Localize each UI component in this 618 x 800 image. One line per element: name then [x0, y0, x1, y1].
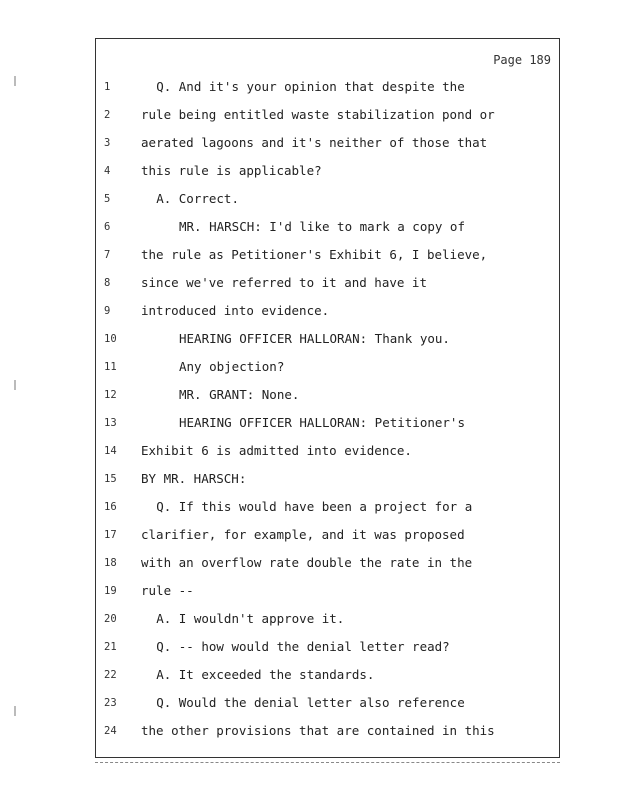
line-number: 22 — [104, 669, 117, 681]
line-number: 19 — [104, 585, 117, 597]
transcript-line — [96, 157, 559, 185]
transcript-line — [96, 465, 559, 493]
line-number: 23 — [104, 697, 117, 709]
line-text: Q. If this would have been a project for a — [156, 499, 473, 514]
transcript-line — [96, 549, 559, 577]
line-text: Exhibit 6 is admitted into evidence. — [141, 443, 412, 458]
transcript-line — [96, 213, 559, 241]
line-text: rule -- — [141, 583, 194, 598]
line-text: since we've referred to it and have it — [141, 275, 427, 290]
line-number: 15 — [104, 473, 117, 485]
line-number: 20 — [104, 613, 117, 625]
transcript-line — [96, 437, 559, 465]
transcript-line — [96, 185, 559, 213]
transcript-line — [96, 661, 559, 689]
line-text: HEARING OFFICER HALLORAN: Thank you. — [179, 331, 450, 346]
line-text: this rule is applicable? — [141, 163, 322, 178]
line-text: BY MR. HARSCH: — [141, 471, 247, 486]
transcript-line — [96, 269, 559, 297]
line-text: rule being entitled waste stabilization pond or — [141, 107, 495, 122]
transcript-line — [96, 689, 559, 717]
line-number: 3 — [104, 137, 111, 149]
line-number: 21 — [104, 641, 117, 653]
line-text: Q. And it's your opinion that despite the — [156, 79, 465, 94]
line-number: 18 — [104, 557, 117, 569]
bottom-rule — [95, 762, 560, 763]
transcript-line — [96, 353, 559, 381]
line-number: 14 — [104, 445, 117, 457]
transcript-line — [96, 129, 559, 157]
line-text: Q. Would the denial letter also reference — [156, 695, 465, 710]
line-number: 10 — [104, 333, 117, 345]
line-number: 9 — [104, 305, 111, 317]
line-text: the rule as Petitioner's Exhibit 6, I believe, — [141, 247, 488, 262]
line-number: 17 — [104, 529, 117, 541]
line-number: 12 — [104, 389, 117, 401]
transcript-line — [96, 241, 559, 269]
line-text: with an overflow rate double the rate in the — [141, 555, 473, 570]
line-number: 13 — [104, 417, 117, 429]
transcript-line — [96, 409, 559, 437]
transcript-line — [96, 101, 559, 129]
line-text: aerated lagoons and it's neither of those that — [141, 135, 488, 150]
transcript-line — [96, 325, 559, 353]
transcript-page — [95, 38, 560, 758]
line-text: MR. HARSCH: I'd like to mark a copy of — [179, 219, 465, 234]
transcript-line — [96, 493, 559, 521]
line-number: 8 — [104, 277, 111, 289]
transcript-line — [96, 717, 559, 745]
transcript-line — [96, 605, 559, 633]
transcript-lines — [96, 73, 559, 745]
transcript-line — [96, 297, 559, 325]
line-number: 5 — [104, 193, 111, 205]
line-text: A. I wouldn't approve it. — [156, 611, 345, 626]
line-text: MR. GRANT: None. — [179, 387, 300, 402]
line-text: HEARING OFFICER HALLORAN: Petitioner's — [179, 415, 465, 430]
line-number: 7 — [104, 249, 111, 261]
page-number: Page 189 — [493, 53, 551, 67]
line-text: A. It exceeded the standards. — [156, 667, 375, 682]
line-number: 4 — [104, 165, 111, 177]
line-number: 1 — [104, 81, 111, 93]
transcript-line — [96, 73, 559, 101]
line-text: Any objection? — [179, 359, 285, 374]
line-text: introduced into evidence. — [141, 303, 330, 318]
line-text: Q. -- how would the denial letter read? — [156, 639, 450, 654]
line-number: 6 — [104, 221, 111, 233]
scan-mark — [14, 380, 16, 390]
line-text: clarifier, for example, and it was proposed — [141, 527, 465, 542]
line-number: 24 — [104, 725, 117, 737]
transcript-line — [96, 633, 559, 661]
scan-mark — [14, 706, 16, 716]
scan-mark — [14, 76, 16, 86]
line-number: 16 — [104, 501, 117, 513]
line-number: 11 — [104, 361, 117, 373]
transcript-line — [96, 381, 559, 409]
line-text: A. Correct. — [156, 191, 239, 206]
transcript-line — [96, 577, 559, 605]
line-number: 2 — [104, 109, 111, 121]
line-text: the other provisions that are contained in this — [141, 723, 495, 738]
transcript-line — [96, 521, 559, 549]
